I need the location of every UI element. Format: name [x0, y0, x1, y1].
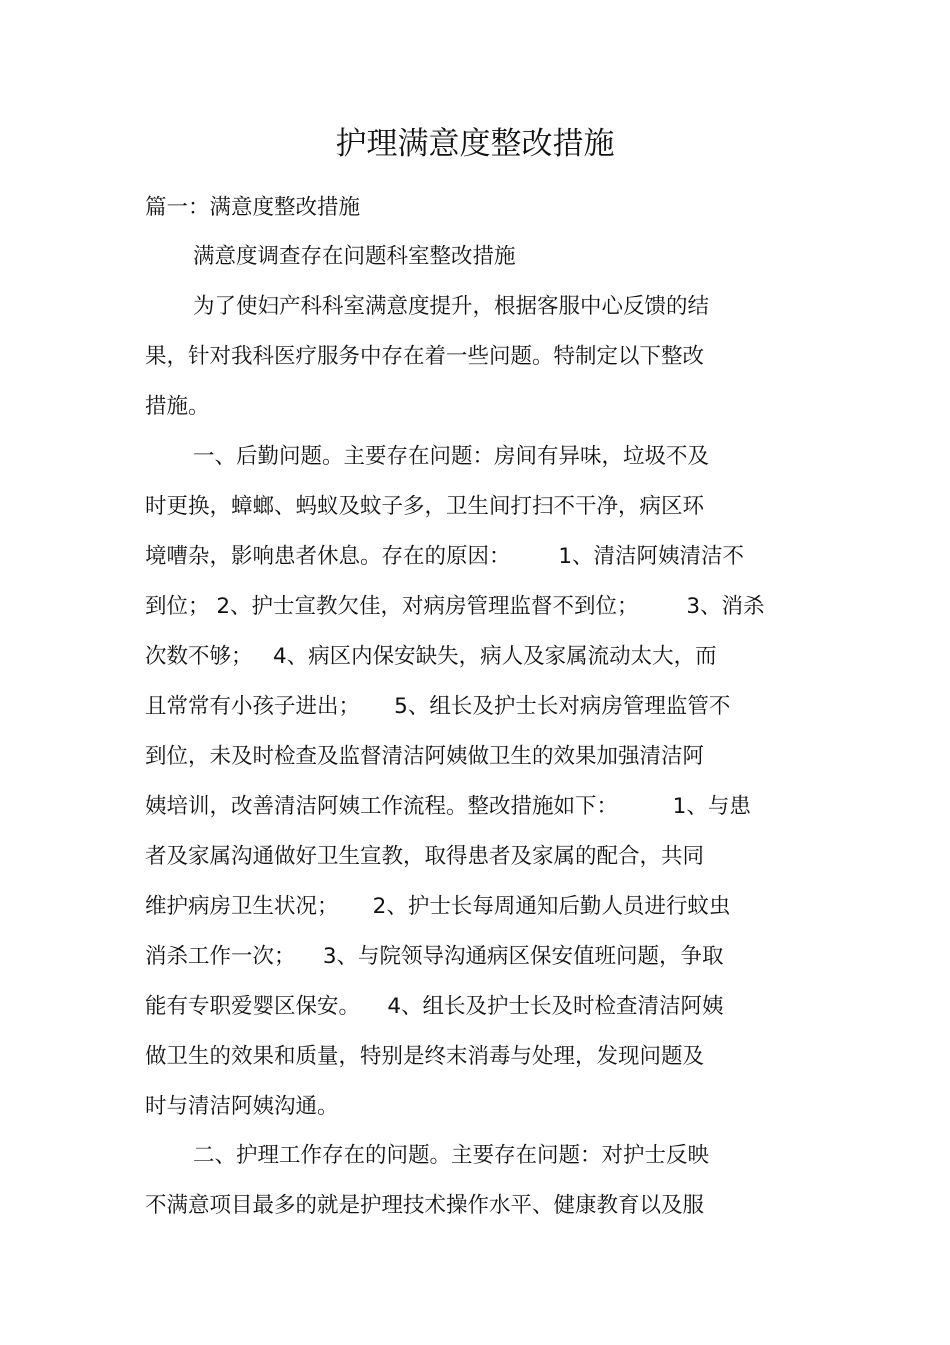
document-title: 护理满意度整改措施: [335, 126, 615, 162]
paragraph-line: 能有专职爱婴区保安。 4、组长及护士长及时检查清洁阿姨: [145, 994, 724, 1019]
paragraph-line: 且常常有小孩子进出； 5、组长及护士长对病房管理监管不: [145, 694, 731, 719]
paragraph-line: 境嘈杂，影响患者休息。存在的原因： 1、清洁阿姨清洁不: [145, 544, 745, 569]
paragraph-line: 不满意项目最多的就是护理技术操作水平、健康教育以及服: [145, 1193, 705, 1218]
paragraph-line: 果，针对我科医疗服务中存在着一些问题。特制定以下整改: [145, 344, 705, 369]
paragraph-line: 时与清洁阿姨沟通。: [145, 1094, 339, 1119]
subheading: 满意度调查存在问题科室整改措施: [193, 244, 516, 269]
paragraph-line: 姨培训，改善清洁阿姨工作流程。整改措施如下： 1、与患: [145, 794, 751, 819]
paragraph-line: 维护病房卫生状况； 2、护士长每周通知后勤人员进行蚊虫: [145, 894, 731, 919]
paragraph-line: 消杀工作一次； 3、与院领导沟通病区保安值班问题，争取: [145, 944, 724, 969]
paragraph-line: 措施。: [145, 394, 210, 419]
paragraph-line: 一、后勤问题。主要存在问题：房间有异味，垃圾不及: [193, 444, 710, 469]
section-heading: 篇一：满意度整改措施: [145, 195, 361, 220]
paragraph-line: 为了使妇产科科室满意度提升，根据客服中心反馈的结: [193, 294, 710, 319]
paragraph-line: 到位，未及时检查及监督清洁阿姨做卫生的效果加强清洁阿: [145, 744, 705, 769]
paragraph-line: 二、护理工作存在的问题。主要存在问题：对护士反映: [193, 1143, 710, 1168]
paragraph-line: 做卫生的效果和质量，特别是终末消毒与处理，发现问题及: [145, 1044, 705, 1069]
paragraph-line: 到位； 2、护士宣教欠佳，对病房管理监督不到位； 3、消杀: [145, 594, 765, 619]
paragraph-line: 者及家属沟通做好卫生宣教，取得患者及家属的配合，共同: [145, 844, 705, 869]
paragraph-line: 时更换，蟑螂、蚂蚁及蚊子多，卫生间打扫不干净，病区环: [145, 494, 705, 519]
paragraph-line: 次数不够； 4、病区内保安缺失，病人及家属流动太大，而: [145, 644, 717, 669]
